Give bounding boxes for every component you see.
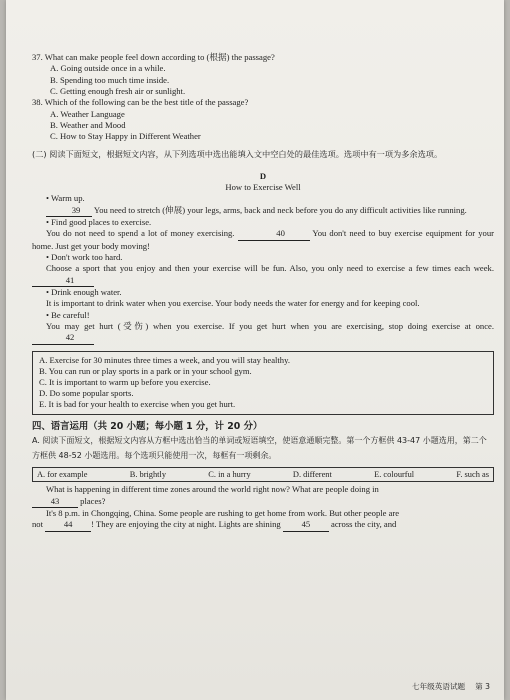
blank-40[interactable]: 40 — [238, 228, 310, 240]
question-38-option-b: B. Weather and Mood — [50, 120, 126, 131]
question-37-option-c: C. Getting enough fresh air or sunlight. — [50, 86, 186, 97]
exam-page — [6, 0, 504, 700]
question-37-stem: 37. What can make people feel down according to (根据) the passage? — [32, 52, 275, 62]
tip-2-text-a: You do not need to spend a lot of money exercising. — [46, 228, 235, 239]
choice-e: E. It is bad for your health to exercise when you get hurt. — [39, 399, 236, 410]
footer-label: 七年级英语试题 — [412, 682, 466, 691]
blank-39[interactable]: 39 — [46, 205, 92, 217]
blank-41[interactable]: 41 — [32, 275, 94, 287]
blank-43[interactable]: 43 — [32, 496, 78, 508]
passage-a-line-4 — [32, 519, 494, 531]
tip-2-paragraph — [32, 228, 494, 252]
page-footer — [412, 681, 490, 692]
passage-letter: D — [259, 170, 267, 181]
passage-a-text-not: not — [32, 519, 43, 530]
passage-a-line-2 — [32, 496, 494, 508]
question-38-stem: 38. Which of the following can be the best title of the passage? — [32, 97, 249, 108]
passage-a-text-across: across the city, and — [331, 519, 397, 530]
page-number: 第 3 — [475, 682, 490, 691]
word-a: A. for example — [37, 470, 88, 480]
blank-45[interactable]: 45 — [283, 519, 329, 531]
word-e: E. colourful — [374, 470, 415, 480]
tip-4-paragraph: It is important to drink water when you exercise. Your body needs the water for energy and for keeping cool. — [46, 298, 420, 309]
passage-title: How to Exercise Well — [225, 181, 301, 192]
blank-42[interactable]: 42 — [32, 332, 94, 344]
tip-5-paragraph — [32, 321, 494, 345]
passage-a-line-1: What is happening in different time zones around the world right now? What are people doing in — [46, 484, 379, 495]
question-37-option-a: A. Going outside once in a while. — [50, 63, 166, 74]
page-content — [32, 52, 494, 532]
section-4-instruction: A. 阅读下面短文，根据短文内容从方框中选出恰当的单词或短语填空，使语意通顺完整。第一个方框供 43-47 小题选用，第二个方框供 48-52 小题选用。每个选项只能使用一次，每框有一项剩余。 — [32, 435, 487, 461]
tip-5-heading: • Be careful! — [46, 309, 90, 320]
blank-44[interactable]: 44 — [45, 519, 91, 531]
tip-2-heading: • Find good places to exercise. — [46, 216, 152, 227]
choices-box — [32, 351, 494, 415]
passage-a-text-places: places? — [80, 495, 106, 506]
tip-1-text: You need to stretch (伸展) your legs, arms, back and neck before you do any difficult activities like running. — [93, 204, 467, 215]
question-37-option-b: B. Spending too much time inside. — [50, 74, 170, 85]
tip-4-heading: • Drink enough water. — [46, 286, 122, 297]
passage-a-line-3: It's 8 p.m. in Chongqing, China. Some people are rushing to get home from work. But other people are — [46, 508, 400, 519]
question-38-option-c: C. How to Stay Happy in Different Weather — [50, 131, 201, 142]
tip-3-paragraph — [32, 263, 494, 287]
word-b: B. brightly — [129, 470, 167, 480]
tip-3-heading: • Don't work too hard. — [46, 251, 123, 262]
section-4-heading: 四、语言运用（共 20 小题；每小题 1 分，计 20 分） — [32, 420, 263, 432]
choice-c: C. It is important to warm up before you exercise. — [39, 377, 211, 388]
passage-a-text-lights: ! They are enjoying the city at night. Lights are shining — [91, 519, 281, 530]
choice-d: D. Do some popular sports. — [39, 388, 134, 399]
tip-3-text: Choose a sport that you enjoy and then your exercise will be fun. Also, you only need to exercise a few times each week. — [46, 263, 494, 274]
tip-1-heading: • Warm up. — [46, 193, 85, 204]
tip-1-paragraph — [32, 205, 494, 217]
word-c: C. in a hurry — [208, 470, 251, 480]
word-box — [32, 467, 494, 482]
tip-5-text: You may get hurt (受伤) when you exercise. If you get hurt when you are exercising, stop doing exercise at once. — [46, 320, 494, 331]
choice-b: B. You can run or play sports in a park or in your school gym. — [39, 365, 252, 376]
word-f: F. such as — [456, 470, 489, 480]
word-d: D. different — [292, 470, 332, 480]
question-38-option-a: A. Weather Language — [50, 108, 125, 119]
choice-a: A. Exercise for 30 minutes three times a week, and you will stay healthy. — [39, 354, 290, 365]
tip-2-text-b: You don't need to buy exercise equipment for your home. Just get your body moving! — [32, 228, 494, 251]
section-2-instruction: (二) 阅读下面短文，根据短文内容，从下列选项中选出能填入文中空白处的最佳选项。选项中有一项为多余选项。 — [32, 148, 443, 159]
